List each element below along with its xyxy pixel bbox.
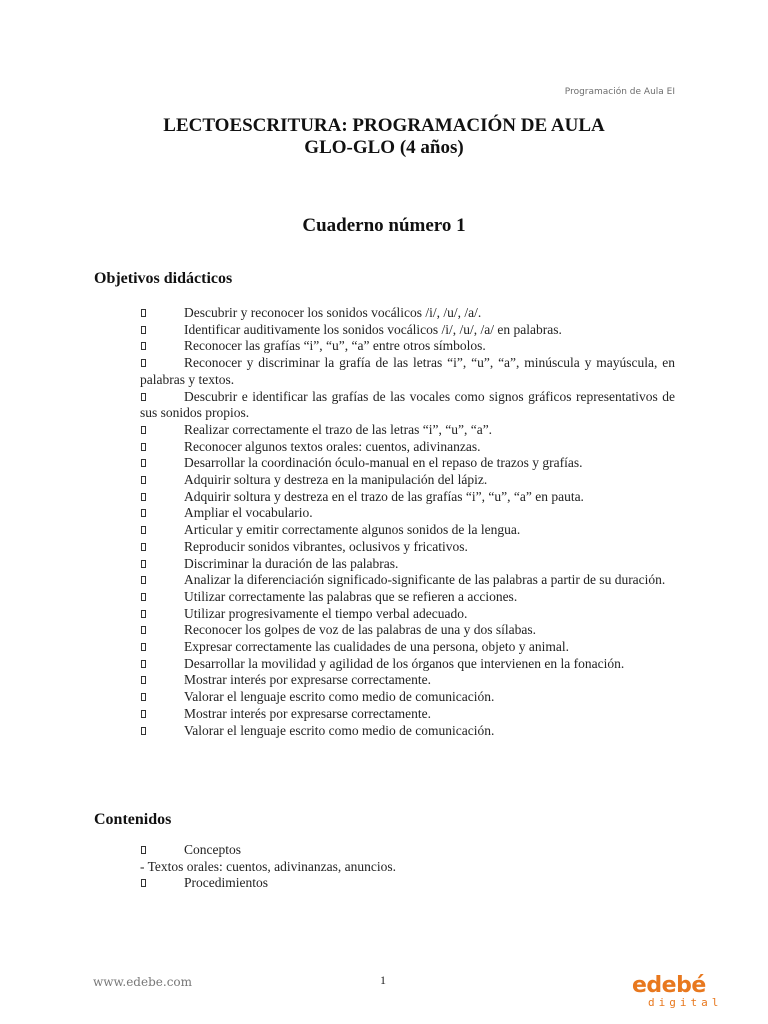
- checkbox-bullet-icon: [141, 610, 146, 618]
- checkbox-bullet-icon: [141, 710, 146, 718]
- list-item: Discriminar la duración de las palabras.: [140, 556, 675, 573]
- list-item: Reproducir sonidos vibrantes, oclusivos y fricativos.: [140, 539, 675, 556]
- list-item: Reconocer y discriminar la grafía de las letras “i”, “u”, “a”, minúscula y mayúscula, en palabras y textos.: [140, 355, 675, 387]
- objectives-heading: Objetivos didácticos: [94, 270, 233, 287]
- list-item: Realizar correctamente el trazo de las letras “i”, “u”, “a”.: [140, 422, 675, 439]
- checkbox-bullet-icon: [141, 309, 146, 317]
- list-item: Ampliar el vocabulario.: [140, 505, 675, 522]
- page-number: 1: [380, 973, 386, 987]
- checkbox-bullet-icon: [141, 543, 146, 551]
- checkbox-bullet-icon: [141, 693, 146, 701]
- list-item: Valorar el lenguaje escrito como medio de comunicación.: [140, 689, 675, 706]
- checkbox-bullet-icon: [141, 626, 146, 634]
- checkbox-bullet-icon: [141, 476, 146, 484]
- checkbox-bullet-icon: [141, 509, 146, 517]
- list-item: Descubrir e identificar las grafías de las vocales como signos gráficos representativos de sus sonidos propios.: [140, 388, 675, 421]
- checkbox-bullet-icon: [141, 426, 146, 434]
- list-item: Utilizar progresivamente el tiempo verbal adecuado.: [140, 606, 675, 623]
- concepts-line: - Textos orales: cuentos, adivinanzas, anuncios.: [140, 858, 396, 874]
- checkbox-bullet-icon: [141, 576, 146, 584]
- list-item: Desarrollar la coordinación óculo-manual en el repaso de trazos y grafías.: [140, 455, 675, 472]
- checkbox-bullet-icon: [141, 560, 146, 568]
- list-item: Articular y emitir correctamente algunos sonidos de la lengua.: [140, 522, 675, 539]
- list-item: Adquirir soltura y destreza en la manipulación del lápiz.: [140, 472, 675, 489]
- edebe-logo: [632, 974, 724, 1014]
- checkbox-bullet-icon: [141, 393, 146, 401]
- list-item: Utilizar correctamente las palabras que se refieren a acciones.: [140, 589, 675, 606]
- checkbox-bullet-icon: [141, 879, 146, 887]
- list-item: Descubrir y reconocer los sonidos vocálicos /i/, /u/, /a/.: [140, 305, 675, 322]
- document-title: [0, 115, 768, 159]
- list-item: Reconocer algunos textos orales: cuentos, adivinanzas.: [140, 439, 675, 456]
- checkbox-bullet-icon: [141, 326, 146, 334]
- objectives-list: [140, 305, 675, 739]
- list-item: Analizar la diferenciación significado-significante de las palabras a partir de su duración.: [140, 572, 675, 589]
- footer-url: www.edebe.com: [93, 975, 193, 989]
- checkbox-bullet-icon: [141, 727, 146, 735]
- header-note: Programación de Aula EI: [564, 87, 675, 97]
- checkbox-bullet-icon: [141, 526, 146, 534]
- contents-heading: Contenidos: [94, 811, 172, 828]
- checkbox-bullet-icon: [141, 459, 146, 467]
- logo-wordmark: edebé: [632, 973, 706, 998]
- checkbox-bullet-icon: [141, 359, 146, 367]
- title-line-1: LECTOESCRITURA: PROGRAMACIÓN DE AULA: [163, 115, 605, 136]
- list-item: Expresar correctamente las cualidades de una persona, objeto y animal.: [140, 639, 675, 656]
- list-item: Conceptos: [140, 842, 675, 859]
- checkbox-bullet-icon: [141, 676, 146, 684]
- contents-list: [140, 842, 675, 892]
- list-item: Identificar auditivamente los sonidos vocálicos /i/, /u/, /a/ en palabras.: [140, 322, 675, 339]
- list-item: Reconocer las grafías “i”, “u”, “a” entre otros símbolos.: [140, 338, 675, 355]
- checkbox-bullet-icon: [141, 846, 146, 854]
- list-item: Valorar el lenguaje escrito como medio de comunicación.: [140, 723, 675, 740]
- checkbox-bullet-icon: [141, 643, 146, 651]
- list-item: Adquirir soltura y destreza en el trazo de las grafías “i”, “u”, “a” en pauta.: [140, 489, 675, 506]
- list-item: Procedimientos: [140, 875, 675, 892]
- title-line-2: GLO-GLO (4 años): [304, 137, 464, 158]
- logo-subtext: digital: [648, 996, 723, 1009]
- checkbox-bullet-icon: [141, 660, 146, 668]
- checkbox-bullet-icon: [141, 493, 146, 501]
- list-item: Reconocer los golpes de voz de las palabras de una y dos sílabas.: [140, 622, 675, 639]
- checkbox-bullet-icon: [141, 342, 146, 350]
- list-item: Mostrar interés por expresarse correctamente.: [140, 672, 675, 689]
- notebook-subtitle: Cuaderno número 1: [302, 215, 466, 236]
- checkbox-bullet-icon: [141, 593, 146, 601]
- list-item: Mostrar interés por expresarse correctamente.: [140, 706, 675, 723]
- checkbox-bullet-icon: [141, 443, 146, 451]
- list-item: Desarrollar la movilidad y agilidad de los órganos que intervienen en la fonación.: [140, 656, 675, 673]
